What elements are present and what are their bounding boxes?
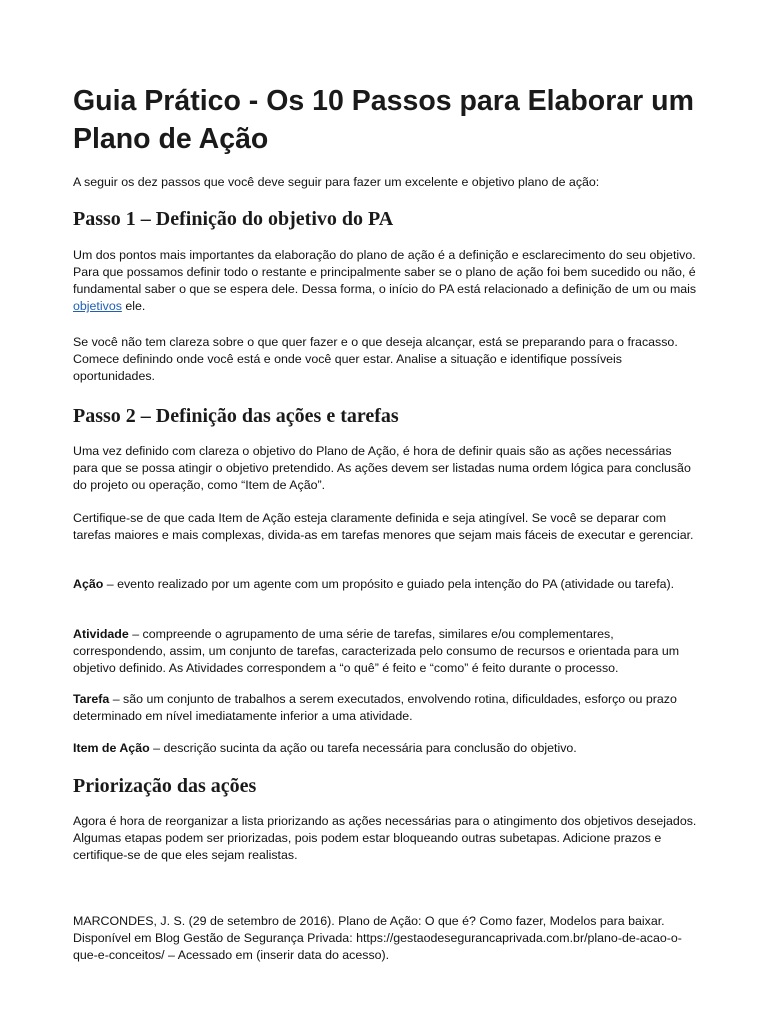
objetivos-link[interactable]: objetivos <box>73 299 122 313</box>
definition-acao-text: – evento realizado por um agente com um propósito e guiado pela intenção do PA (atividade ou tarefa). <box>103 577 675 591</box>
definition-atividade-text: – compreende o agrupamento de uma série de tarefas, similares e/ou complementares, correspondendo, assim, um conjunto de tarefas, caracterizada pelo consumo de recursos e orientada para um objetivo definido. As Atividades correspondem a “o quê” é feito e “como” é feito durante o processo. <box>73 627 680 675</box>
definition-acao <box>73 576 699 593</box>
section-1-paragraph-1-text: Um dos pontos mais importantes da elaboração do plano de ação é a definição e esclarecimento do seu objetivo. Para que possamos definir todo o restante e principalmente saber se o plano de ação foi bem sucedido ou não, é fundamental saber o que se espera dele. Dessa forma, o início do PA está relacionado a definição de um ou mais <box>73 248 697 296</box>
definition-item-text: – descrição sucinta da ação ou tarefa necessária para conclusão do objetivo. <box>149 741 577 755</box>
section-1-heading: Passo 1 – Definição do objetivo do PA <box>73 208 394 230</box>
definition-tarefa-text: – são um conjunto de trabalhos a serem executados, envolvendo rotina, dificuldades, esforço ou prazo determinado em nível imediatamente inferior a uma atividade. <box>73 692 677 723</box>
page-title: Guia Prático - Os 10 Passos para Elaborar um Plano de Ação <box>73 85 694 155</box>
definition-item-term: Item de Ação <box>73 741 150 755</box>
definition-tarefa <box>73 691 699 725</box>
intro-paragraph: A seguir os dez passos que você deve seguir para fazer um excelente e objetivo plano de ação: <box>73 175 600 189</box>
section-2-paragraph-1: Uma vez definido com clareza o objetivo do Plano de Ação, é hora de definir quais são as ações necessárias para que se possa atingir o objetivo pretendido. As ações devem ser listadas numa ordem lógica para conclusão do projeto ou operação, como “Item de Ação”. <box>73 444 691 492</box>
section-1-paragraph-1 <box>73 247 699 315</box>
definition-atividade-term: Atividade <box>73 627 129 641</box>
definition-acao-term: Ação <box>73 577 104 591</box>
section-3-heading: Priorização das ações <box>73 775 257 797</box>
reference-citation: MARCONDES, J. S. (29 de setembro de 2016). Plano de Ação: O que é? Como fazer, Modelos para baixar. Disponível em Blog Gestão de Segurança Privada: https://gestaodesegurancaprivada.com.br/plano-de-acao-o-que-e-conceitos/ – Acessado em (inserir data do acesso). <box>73 914 682 962</box>
section-3-paragraph-1: Agora é hora de reorganizar a lista priorizando as ações necessárias para o atingimento dos objetivos desejados. Algumas etapas podem ser priorizadas, pois podem estar bloqueando outras subetapas. Adicione prazos e certifique-se de que eles sejam realistas. <box>73 814 697 862</box>
section-2-paragraph-2: Certifique-se de que cada Item de Ação esteja claramente definida e seja atingível. Se você se deparar com tarefas maiores e mais complexas, divida-as em tarefas menores que sejam mais fáceis de executar e gerenciar. <box>73 511 694 542</box>
definition-item-de-acao <box>73 740 699 757</box>
definition-tarefa-term: Tarefa <box>73 692 110 706</box>
section-1-paragraph-1-end: ele. <box>121 299 146 313</box>
definition-atividade <box>73 626 699 677</box>
section-2-heading: Passo 2 – Definição das ações e tarefas <box>73 405 399 427</box>
section-1-paragraph-2: Se você não tem clareza sobre o que quer fazer e o que deseja alcançar, está se preparando para o fracasso. Comece definindo onde você está e onde você quer estar. Analise a situação e identifique possíveis oportunidades. <box>73 335 678 383</box>
